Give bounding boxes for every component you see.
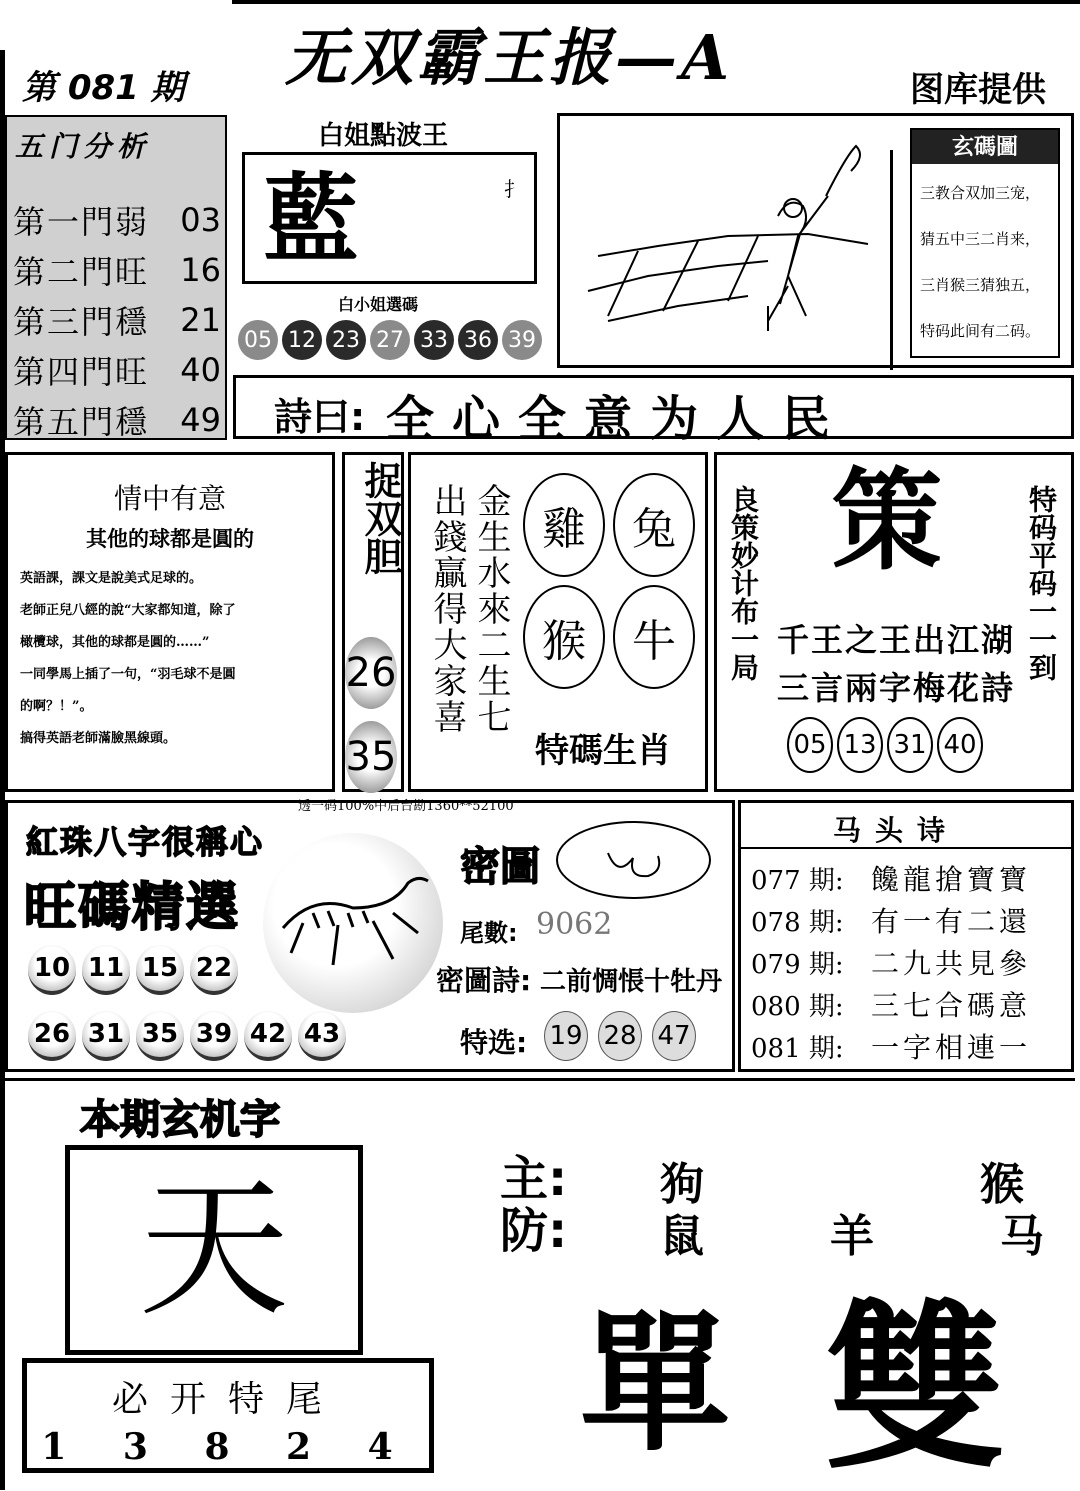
rabbit-icon: 兔 [613, 473, 695, 577]
double-guts-title: 捉双胆 [358, 461, 402, 575]
horse-poem-text: 有一有二還 [871, 905, 1032, 938]
joke-line: 的啊？！”。 [20, 699, 93, 714]
strategy-ball: 13 [837, 717, 883, 773]
horse-poem-issue: 077 期: [751, 865, 844, 896]
special-ball: 28 [598, 1011, 642, 1061]
ox-icon: 牛 [613, 585, 695, 689]
five-gates-list [13, 195, 221, 445]
wave-ball: 12 [282, 320, 322, 360]
guts-ball: 35 [345, 721, 397, 793]
horse-poem-text: 三七合碼意 [871, 989, 1032, 1022]
strategy-ball: 40 [937, 717, 983, 773]
horse-poem-rows [751, 857, 1071, 1067]
bottom-rule [5, 1078, 1075, 1081]
hot-ball: 11 [82, 945, 130, 995]
five-gates-panel [5, 115, 227, 440]
horse-poem-row [751, 941, 1071, 983]
tail-value: 9062 [536, 907, 613, 942]
wave-color-char: 藍 [263, 162, 359, 275]
horse-poem-issue: 081 期: [751, 1033, 844, 1064]
hot-ball: 35 [136, 1011, 184, 1061]
zodiac-animals [523, 473, 699, 673]
wave-ball: 33 [414, 320, 454, 360]
joke-line: 橄欖球，其他的球都是圓的……” [20, 635, 210, 650]
horse-poem-text: 一字相連一 [871, 1031, 1032, 1064]
zodiac-col2: 金生水來二生七 [471, 483, 511, 735]
tail-box [22, 1358, 434, 1473]
main-label: 主: [500, 1151, 568, 1207]
hot-row-2 [28, 1011, 346, 1061]
mystic-char-box [65, 1145, 363, 1355]
guts-ball: 26 [345, 637, 397, 709]
joke-subtitle: 其他的球都是圓的 [86, 527, 254, 551]
main-pick-item: 狗 [660, 1159, 704, 1210]
poem-banner [233, 375, 1074, 447]
zodiac-footer: 特碼生肖 [535, 731, 671, 771]
even-char: 雙 [825, 1285, 1006, 1491]
hot-ball: 10 [28, 945, 76, 995]
wave-ball: 36 [458, 320, 498, 360]
gate-row [13, 245, 221, 295]
gate-value: 40 [180, 351, 221, 389]
joke-panel [5, 452, 335, 792]
horse-poem-rule [741, 847, 1071, 849]
special-ball: 47 [652, 1011, 696, 1061]
signature-icon [558, 823, 713, 901]
horse-poem-issue: 080 期: [751, 991, 844, 1022]
tail-label: 尾數: [460, 919, 518, 947]
poem-label: 詩曰: [274, 395, 366, 439]
joke-line: 搞得英語老師滿臉黑線頭。 [20, 731, 177, 746]
gate-row [13, 345, 221, 395]
horse-poem-row [751, 857, 1071, 899]
hint-title: 玄碼圖 [912, 130, 1058, 164]
strategy-ball: 31 [887, 717, 933, 773]
guard-pick-item: 鼠 [660, 1211, 704, 1262]
tiger-picture [263, 833, 443, 1013]
wave-balls [238, 320, 553, 362]
wave-ball: 39 [502, 320, 542, 360]
hint-box [910, 128, 1060, 358]
gate-label: 第二門旺 [13, 253, 150, 291]
hint-line: 特码此间有二码。 [920, 322, 1041, 340]
farmer-picture-panel [557, 113, 1074, 368]
strategy-right-vertical: 特码平码一一到 [1025, 485, 1058, 681]
wave-subtitle: 白小姐選碼 [338, 295, 419, 314]
joke-line: 老師正兒八經的說“大家都知道，除了 [20, 603, 236, 618]
hot-ball: 39 [190, 1011, 238, 1061]
hot-ball: 26 [28, 1011, 76, 1061]
monkey-icon: 猴 [523, 585, 605, 689]
joke-title: 情中有意 [113, 482, 226, 515]
mystic-title: 本期玄机字 [80, 1097, 280, 1143]
gate-value: 21 [180, 301, 221, 339]
guard-pick-item: 羊 [830, 1211, 874, 1262]
gate-label: 第四門旺 [13, 353, 150, 391]
gate-value: 03 [180, 201, 221, 239]
wave-ball: 27 [370, 320, 410, 360]
farmer-illustration [568, 116, 898, 366]
hot-title: 旺碼精選 [24, 878, 241, 938]
hint-line: 猜五中三二肖来， [920, 230, 1041, 248]
secret-oval [556, 821, 711, 899]
horse-poem-row [751, 899, 1071, 941]
hot-ball: 43 [298, 1011, 346, 1061]
strategy-line1: 千王之王出江湖 [777, 621, 1016, 659]
hint-line: 三肖猴三猜独五， [920, 276, 1041, 294]
joke-line: 一同學馬上插了一句，“羽毛球不是圓 [20, 667, 236, 682]
wave-box [242, 152, 537, 284]
vertical-divider [890, 150, 893, 370]
hot-row-1 [28, 945, 238, 995]
gate-label: 第五門穩 [13, 403, 150, 441]
gate-value: 49 [180, 401, 221, 439]
horse-poem-row [751, 1025, 1071, 1067]
strategy-left-vertical: 良策妙计布一局 [727, 485, 760, 681]
guard-pick-item: 马 [1000, 1211, 1044, 1262]
rooster-icon: 雞 [523, 473, 605, 577]
gate-row [13, 195, 221, 245]
five-gates-title: 五门分析 [15, 130, 152, 163]
horse-poem-row [751, 983, 1071, 1025]
double-guts-panel [342, 452, 404, 792]
main-items [660, 1148, 1040, 1210]
poem-text: 全心全意为人民 [386, 391, 849, 447]
gate-row [13, 395, 221, 445]
horse-poem-title: 马头诗 [833, 814, 960, 847]
odd-char: 單 [580, 1298, 731, 1472]
main-pick-item: 猴 [980, 1159, 1024, 1210]
tail-numbers: 1 3 8 2 4 [41, 1426, 415, 1468]
provider-label: 图库提供 [910, 70, 1046, 110]
secret-poem-label: 密圖詩: [436, 964, 532, 997]
wave-ball: 05 [238, 320, 278, 360]
special-ball: 19 [544, 1011, 588, 1061]
secret-title: 密圖 [460, 844, 540, 890]
hot-slogan: 紅珠八字很稱心 [26, 823, 265, 861]
special-label: 特选: [460, 1026, 528, 1059]
issue-label: 第 081 期 [22, 68, 185, 108]
hint-lines [912, 164, 1058, 354]
horse-poem-text: 饞龍搶寶寶 [871, 863, 1032, 896]
hot-ball: 42 [244, 1011, 292, 1061]
joke-lines [8, 553, 332, 755]
hot-ball: 31 [82, 1011, 130, 1061]
hint-line: 三教合双加三宠， [920, 184, 1041, 202]
guard-items [660, 1200, 1060, 1262]
hot-ball: 15 [136, 945, 184, 995]
gate-row [13, 295, 221, 345]
gate-label: 第一門弱 [13, 203, 150, 241]
tail-title: 必开特尾 [111, 1379, 344, 1420]
wave-side-char: 扌 [504, 177, 524, 201]
tiger-icon [263, 833, 443, 1013]
top-rule [232, 0, 1080, 4]
special-balls [544, 1011, 696, 1061]
strategy-balls [787, 717, 983, 773]
zodiac-col1: 出錢贏得大家喜 [427, 483, 467, 735]
joke-line: 英語課，課文是說美式足球的。 [20, 571, 203, 586]
gate-label: 第三門穩 [13, 303, 150, 341]
double-guts-balls [345, 633, 401, 801]
guard-label: 防: [500, 1203, 568, 1259]
strategy-panel [714, 452, 1074, 792]
strategy-ball: 05 [787, 717, 833, 773]
horse-poem-issue: 079 期: [751, 949, 844, 980]
horse-poem-issue: 078 期: [751, 907, 844, 938]
strategy-line2: 三言兩字梅花詩 [777, 669, 1016, 707]
strategy-big-char: 策 [832, 457, 942, 585]
wave-title: 白姐點波王 [318, 121, 449, 151]
wave-ball: 23 [326, 320, 366, 360]
hot-picks-panel [5, 800, 735, 1072]
horse-poem-text: 二九共見參 [871, 947, 1032, 980]
zodiac-panel [408, 452, 708, 792]
horse-poem-panel [738, 800, 1074, 1072]
gate-value: 16 [180, 251, 221, 289]
page-title: 无双霸王报—A [285, 21, 734, 94]
mystic-char: 天 [138, 1163, 289, 1337]
hot-ball: 22 [190, 945, 238, 995]
top-strip: 透一码100%中后台勘1360**52100 [298, 799, 514, 814]
secret-poem-text: 二前惆悵十牡丹 [540, 967, 723, 997]
